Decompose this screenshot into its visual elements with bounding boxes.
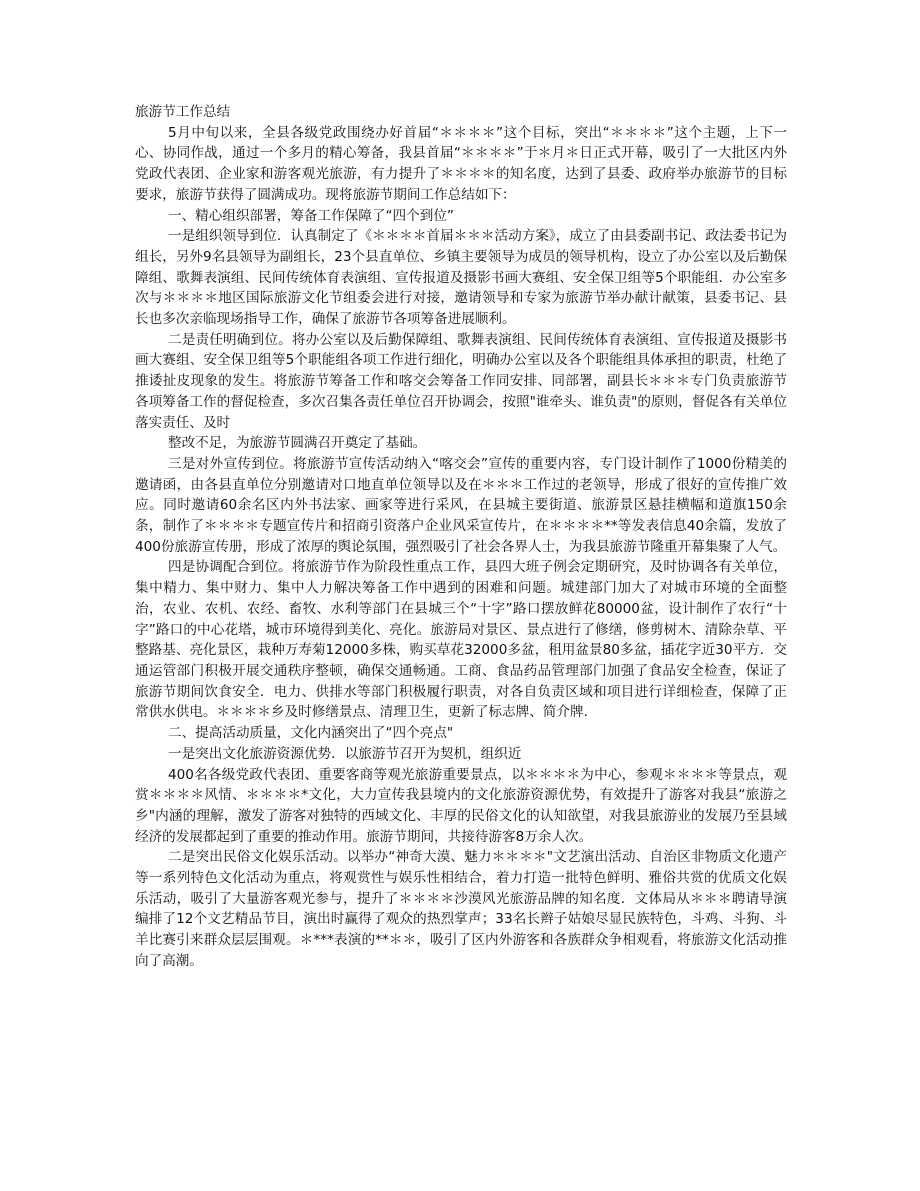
paragraph-coordination: 四是协调配合到位。将旅游节作为阶段性重点工作，县四大班子例会定期研究，及时协调各有关单位，集中精力、集中财力、集中人力解决筹备工作中遇到的困难和问题。城建部门加大了对城市环境的全面整治，农业、农机、农经、畜牧、水利等部门在县城三个“十字”路口摆放鲜花80000盆，设计制作了农行“十字”路口的中心花塔，城市环境得到美化、亮化。旅游局对景区、景点进行了修缮，修剪树木、清除杂草、平整路基、亮化景区，栽种万寿菊12000多株，购买草花32000多盆，租用盆景80多盆，插花字近30平方．交通运管部门积极开展交通秩序整顿，确保交通畅通。工商、食品药品管理部门加强了食品安全检查，保证了旅游节期间饮食安全．电力、供排水等部门积极履行职责，对各自负责区域和项目进行详细检查，保障了正常供水供电。＊＊＊＊乡及时修缮景点、清理卫生，更新了标志牌、简介牌．	[135, 559, 787, 721]
paragraph-folk-activities: 二是突出民俗文化娱乐活动。以举办“神奇大漠、魅力＊＊＊＊"文艺演出活动、自治区非物质文化遗产等一系列特色文化活动为重点，将观赏性与娱乐性相结合，着力打造一批特色鲜明、雅俗共赏的优质文化娱乐活动，吸引了大量游客观光参与，提升了＊＊＊＊沙漠风光旅游品牌的知名度．文体局从＊＊＊聘请导演编排了12个文艺精品节目，演出时赢得了观众的热烈掌声；33名长辫子姑娘尽显民族特色，斗鸡、斗狗、斗羊比赛引来群众层层围观。＊***表演的**＊＊，吸引了区内外游客和各族群众争相观看，将旅游文化活动推向了高潮。	[135, 849, 787, 969]
paragraph-responsibility: 二是责任明确到位。将办公室以及后勤保障组、歌舞表演组、民间传统体育表演组、宣传报道及摄影书画大赛组、安全保卫组等5个职能组各项工作进行细化，明确办公室以及各个职能组具体承担的职责，杜绝了推诿扯皮现象的发生。将旅游节筹备工作和喀交会筹备工作同安排、同部署，副县长＊＊＊专门负责旅游节各项筹备工作的督促检查，多次召集各责任单位召开协调会，按照"谁牵头、谁负责"的原则，督促各有关单位落实责任、及时	[135, 331, 787, 431]
paragraph-responsibility-continued: 整改不足，为旅游节圆满召开奠定了基础。	[168, 435, 427, 452]
paragraph-culture-tourism: 400名各级党政代表团、重要客商等观光旅游重要景点，以＊＊＊＊为中心，参观＊＊＊＊等景点，观赏＊＊＊＊风情、＊＊＊＊*文化，大力宣传我县境内的文化旅游资源优势，有效提升了游客对我县“旅游之乡"内涵的理解，激发了游客对独特的西域文化、丰厚的民俗文化的认知欲望，对我县旅游业的发展乃至县域经济的发展都起到了重要的推动作用。旅游节期间，共接待游客8万余人次。	[135, 766, 787, 845]
section-heading-two: 二、提高活动质量，文化内涵突出了“四个亮点"	[168, 725, 454, 742]
section-heading-one: 一、精心组织部署，筹备工作保障了“四个到位”	[168, 207, 454, 224]
paragraph-organization: 一是组织领导到位．认真制定了《＊＊＊＊首届＊＊＊活动方案》，成立了由县委副书记、政法委书记为组长，另外9名县领导为副组长，23个县直单位、乡镇主要领导为成员的领导机构，设立了办公室以及后勤保障组、歌舞表演组、民间传统体育表演组、宣传报道及摄影书画大赛组、安全保卫组等5个职能组．办公室多次与＊＊＊＊地区国际旅游文化节组委会进行对接，邀请领导和专家为旅游节举办献计献策，县委书记、县长也多次亲临现场指导工作，确保了旅游节各项筹备进展顺利。	[135, 228, 787, 328]
intro-paragraph: 5月中旬以来，全县各级党政围绕办好首届“＊＊＊＊”这个目标，突出“＊＊＊＊”这个主题，上下一心、协同作战，通过一个多月的精心筹备，我县首届“＊＊＊＊”于＊月＊日正式开幕，吸引了一大批区内外党政代表团、企业家和游客观光旅游，有力提升了＊＊＊＊的知名度，达到了县委、政府举办旅游节的目标要求，旅游节获得了圆满成功。现将旅游节期间工作总结如下：	[135, 124, 787, 203]
paragraph-publicity: 三是对外宣传到位。将旅游节宣传活动纳入“喀交会”宣传的重要内容，专门设计制作了1000份精美的邀请函，由各县直单位分别邀请对口地直单位领导以及在＊＊＊工作过的老领导，形成了很好的宣传推广效应。同时邀请60余名区内外书法家、画家等进行采风，在县城主要街道、旅游景区悬挂横幅和道旗150余条，制作了＊＊＊＊专题宣传片和招商引资落户企业风采宣传片，在＊＊＊＊**等发表信息40余篇，发放了400份旅游宣传册，形成了浓厚的舆论氛围，强烈吸引了社会各界人士，为我县旅游节隆重开幕集聚了人气。	[135, 455, 787, 555]
document-title: 旅游节工作总结	[135, 104, 231, 120]
document-body	[135, 102, 787, 972]
paragraph-culture-lead: 一是突出文化旅游资源优势．以旅游节召开为契机，组织近	[168, 745, 522, 762]
